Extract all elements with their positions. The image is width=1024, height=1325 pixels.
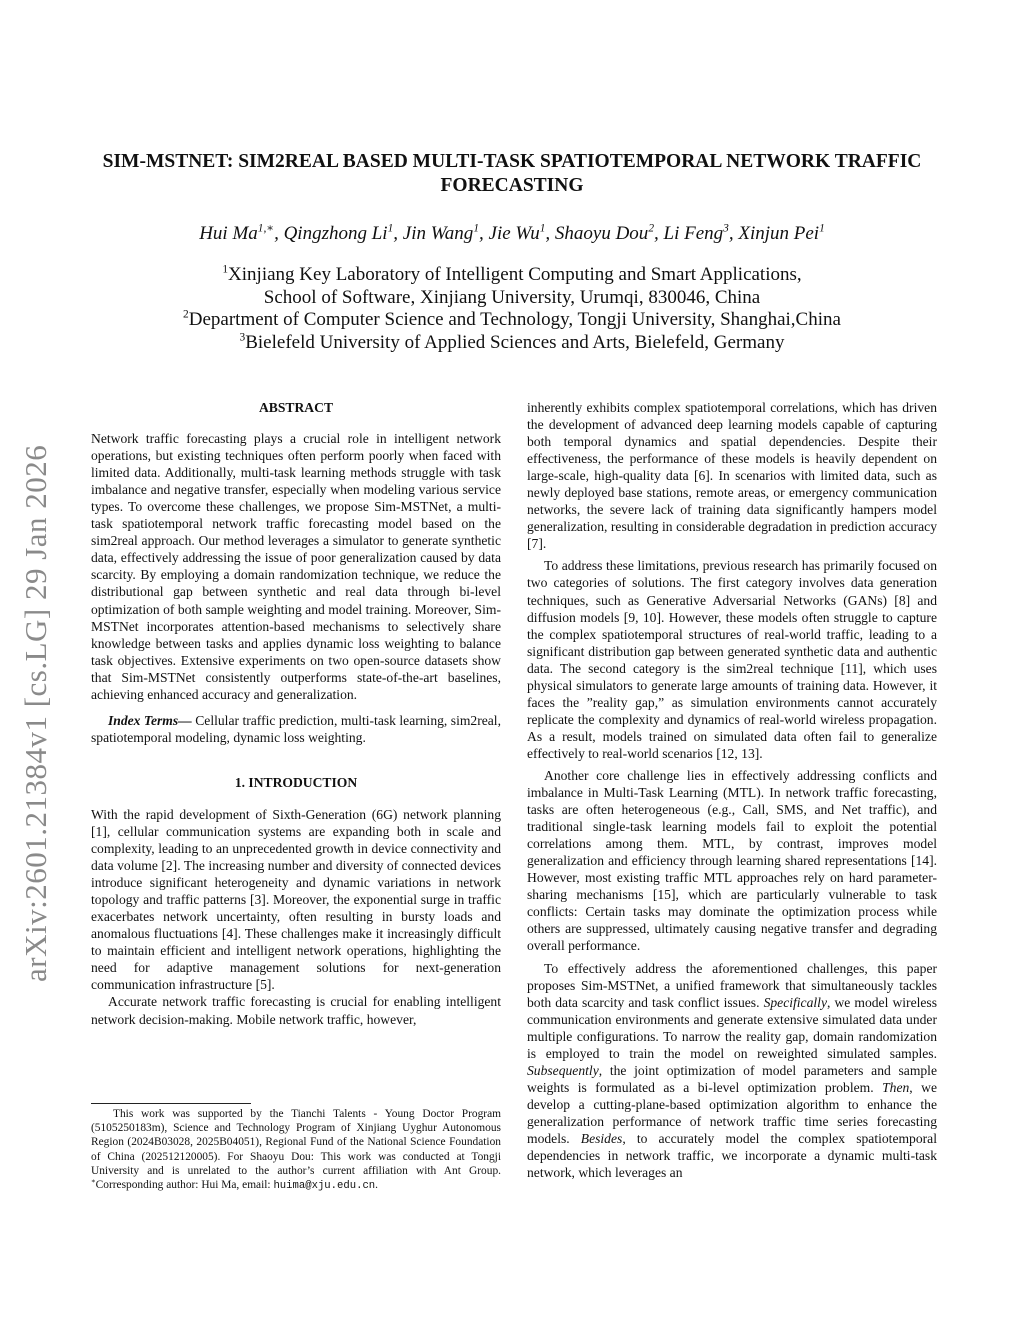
author-separator: , [393, 223, 403, 244]
affiliation-text: Department of Computer Science and Technology, Tongji University, Shanghai,China [188, 309, 841, 330]
footnote-end: . [375, 1179, 379, 1192]
title-line-2: FORECASTING [440, 175, 584, 196]
p5-text-d: , we develop a cutting-plane-based optimization algorithm to enhance the generalization performance of network traffic time series forecasting models. [527, 1079, 938, 1146]
author-affiliation-mark: 1 [387, 222, 394, 235]
affiliation-mark: 2 [183, 308, 189, 321]
author-name: Xinjun Pei [738, 223, 820, 244]
affiliation-line [80, 264, 944, 287]
abstract-heading: ABSTRACT [258, 400, 334, 415]
author-separator: , [274, 223, 284, 244]
p5-emphasis-then: Then [882, 1079, 910, 1095]
footnote-rule [91, 1103, 251, 1104]
author-separator: , [728, 223, 739, 244]
funding-note: This work was supported by the Tianchi Talents - Young Doctor Program (5105250183m), Science and Technology Program of Xinjiang Uyghur Autonomous Region (2024B03028, 2025B04051), Regional Fund of the National Science Foundation of China (202512120005). For Shaoyu Dou: This work was conducted at Tongji University and is unrelated to the author’s current affiliation with Ant Group. [91, 1108, 501, 1177]
affiliation-line [80, 287, 944, 310]
p5-text-b: , we model wireless communication environments and generate extensive simulated data under multiple configurations. To narrow the reality gap, domain randomization is employed to train the model on reweighted simulated samples. [527, 994, 937, 1061]
author-separator: , [654, 223, 664, 244]
intro-paragraph-3: To address these limitations, previous research has primarily focused on two categories of solutions. The first category involves data generation techniques, such as Generative Adversarial Networks (GANs) [8] and diffusion models [9, 10]. However, these models often struggle to capture the complex spatiotemporal structures of real-world traffic, leading to a significant distribution gap between generated synthetic data and authentic data. The second category is the sim2real technique [11], which uses physical simulators to generate large amounts of training data. However, it faces the ”reality gap,” as simulation environments cannot accurately replicate the complexity and dynamics of real-world wireless propagation. As a result, models trained on simulated data often fail to generalize effectively to real-world scenarios [12, 13]. [527, 558, 937, 761]
author-name: Qingzhong Li [283, 223, 388, 244]
affiliation-text: Xinjiang Key Laboratory of Intelligent Computing and Smart Applications, [228, 264, 802, 285]
author-separator: , [479, 223, 489, 244]
paper-title [80, 150, 944, 198]
p5-emphasis-besides: Besides [580, 1130, 623, 1146]
left-column [91, 399, 501, 1028]
index-terms [91, 712, 501, 746]
index-terms-label: Index Terms— [108, 712, 192, 728]
intro-paragraph-4: Another core challenge lies in effectively addressing conflicts and imbalance in Multi-Task Learning (MTL). In network traffic forecasting, tasks are often heterogeneous (e.g., Call, SMS, and Net traffic), and traditional single-task learning models fail to exploit the potential correlations among them. MTL, by contrast, improves model generalization and efficiency through learning shared representations [14]. However, most existing traffic MTL approaches rely on hard parameter-sharing mechanisms [15], which are particularly vulnerable to task conflicts: Certain tasks may dominate the optimization process while others are suppressed, ultimately causing negative transfer and degrading overall performance. [527, 767, 937, 954]
author-list [80, 222, 944, 246]
p5-text-e: , to accurately model the complex spatiotemporal dependencies in network traffic, we incorporate a dynamic multi-task network, which leverages an [527, 1130, 937, 1181]
footnote [91, 1103, 501, 1193]
author-name: Jie Wu [488, 223, 540, 244]
author-affiliation-mark: 1 [473, 222, 480, 235]
author-name: Jin Wang [402, 223, 474, 244]
right-column [527, 399, 937, 1181]
author-affiliation-mark: 1 [539, 222, 546, 235]
affiliation-list [80, 264, 944, 354]
footnote-text [91, 1107, 501, 1193]
intro-paragraph-5 [527, 960, 937, 1182]
author-name: Shaoyu Dou [554, 223, 649, 244]
intro-paragraph-1: With the rapid development of Sixth-Generation (6G) network planning [1], cellular communication systems are expanding both in scale and complexity, leading to an unprecedented growth in device connectivity and data volume [2]. The increasing number and diversity of connected devices introduce significant heterogeneity and dynamic variations in network topology and traffic patterns [3]. Moreover, the exponential surge in traffic exacerbates network uncertainty, often resulting in bursty loads and anomalous fluctuations [4]. These challenges make it increasingly difficult to maintain efficient and intelligent network operations, highlighting the need for adaptive management solutions for next-generation communication infrastructure [5]. [91, 806, 501, 993]
author-affiliation-mark: 1,∗ [257, 222, 275, 235]
affiliation-mark: 3 [239, 331, 246, 344]
index-terms-text: Cellular traffic prediction, multi-task learning, sim2real, spatiotemporal modeling, dynamic loss weighting. [91, 712, 501, 745]
p5-emphasis-specifically: Specifically [763, 994, 827, 1010]
p5-emphasis-subsequently: Subsequently [527, 1062, 599, 1078]
affiliation-line [80, 309, 944, 332]
affiliation-line [80, 332, 944, 355]
author-name: Li Feng [663, 223, 724, 244]
author-affiliation-mark: 1 [819, 222, 825, 235]
title-line-1: SIM-MSTNET: SIM2REAL BASED MULTI-TASK SPATIOTEMPORAL NETWORK TRAFFIC [102, 151, 922, 172]
corresponding-note: Corresponding author: Hui Ma, email: [95, 1179, 274, 1192]
p5-text-c: , the joint optimization of model parameters and sample weights is formulated as a bi-level optimization problem. [527, 1062, 937, 1095]
intro-paragraph-2: Accurate network traffic forecasting is crucial for enabling intelligent network decision-making. Mobile network traffic, however, [91, 994, 501, 1027]
affiliation-text: School of Software, Xinjiang University, Urumqi, 830046, China [263, 286, 761, 308]
intro-paragraph-2-continued: inherently exhibits complex spatiotemporal correlations, which has driven the development of advanced deep learning models capable of capturing both temporal dynamics and spatial dependencies. Despite their effectiveness, the performance of these models is heavily dependent on large-scale, high-quality data [6]. In scenarios with limited data, such as newly deployed base stations, remote areas, or emergency communication networks, the severe lack of training data significantly hampers model generalization, resulting in considerable degradation in prediction accuracy [7]. [527, 400, 937, 552]
abstract-body: Network traffic forecasting plays a crucial role in intelligent network operations, but existing techniques often perform poorly when faced with limited data. Additionally, multi-task learning methods struggle with task imbalance and negative transfer, especially when modeling various service types. To overcome these challenges, we propose Sim-MSTNet, a multi-task spatiotemporal network traffic forecasting model based on the sim2real approach. Our method leverages a simulator to generate synthetic data, effectively addressing the issue of poor generalization caused by data scarcity. By employing a domain randomization technique, we reduce the distributional gap between synthetic and real data through bi-level optimization of both sample weighting and model training. Moreover, Sim-MSTNet incorporates attention-based mechanisms to selectively share knowledge between tasks and applies dynamic loss weighting to balance task objectives. Extensive experiments on two open-source datasets show that Sim-MSTNet consistently outperforms state-of-the-art baselines, achieving enhanced accuracy and generalization. [91, 431, 501, 702]
author-name: Hui Ma [199, 223, 258, 244]
arxiv-identifier: arXiv:2601.21384v1 [cs.LG] 29 Jan 2026 [18, 444, 53, 982]
introduction-heading: 1. INTRODUCTION [234, 774, 358, 790]
corresponding-mark: ∗ [91, 1178, 96, 1186]
email-address: huima@xju.edu.cn [273, 1180, 376, 1193]
author-affiliation-mark: 3 [723, 222, 729, 235]
p5-text-a: To effectively address the aforementioned challenges, this paper proposes Sim-MSTNet, a unified framework that simultaneously tackles both data scarcity and task conflict issues. [527, 960, 937, 1010]
affiliation-text: Bielefeld University of Applied Sciences and Arts, Bielefeld, Germany [245, 331, 785, 353]
author-separator: , [545, 223, 555, 244]
author-affiliation-mark: 2 [648, 222, 655, 235]
affiliation-mark: 1 [222, 263, 229, 276]
